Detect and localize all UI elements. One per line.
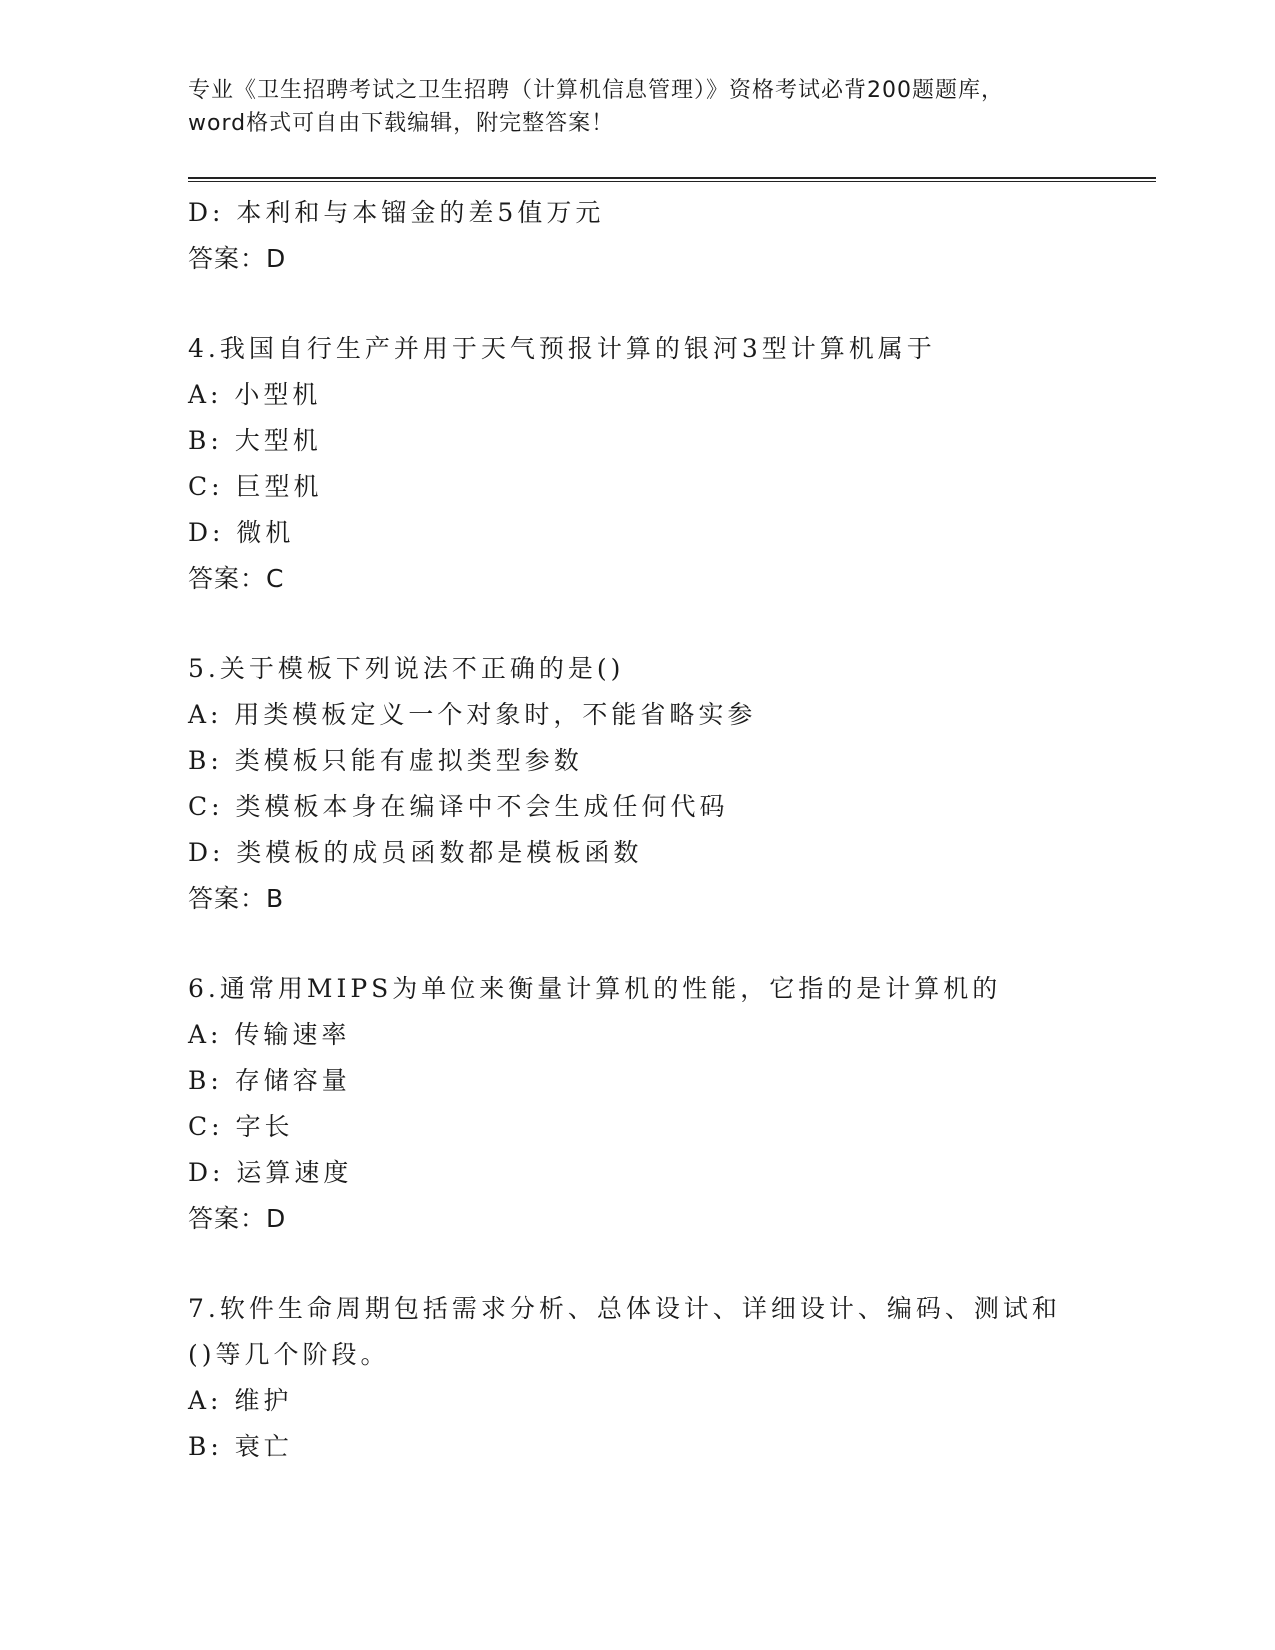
header-title-line-1: 专业《卫生招聘考试之卫生招聘（计算机信息管理）》资格考试必背200题题库， — [188, 78, 1004, 103]
option-a: A: 维护 — [188, 1386, 293, 1415]
question-5 — [188, 646, 1088, 922]
spacer — [188, 922, 1088, 966]
question-content — [188, 190, 1088, 1470]
header-title-line-2: word格式可自由下载编辑，附完整答案！ — [188, 111, 615, 136]
option-c: C: 巨型机 — [188, 472, 323, 501]
spacer — [188, 1242, 1088, 1286]
answer: 答案：C — [188, 564, 285, 593]
header-divider — [188, 177, 1156, 182]
answer: 答案：D — [188, 1204, 287, 1233]
option-b: B: 大型机 — [188, 426, 322, 455]
option-d: D: 类模板的成员函数都是模板函数 — [188, 838, 643, 867]
option-d: D: 微机 — [188, 518, 295, 547]
fragment-option-d: D: 本利和与本镏金的差5值万元 — [188, 198, 605, 227]
option-a: A: 小型机 — [188, 380, 322, 409]
option-b: B: 存储容量 — [188, 1066, 351, 1095]
question-stem: 5.关于模板下列说法不正确的是() — [188, 654, 625, 683]
option-b: B: 类模板只能有虚拟类型参数 — [188, 746, 583, 775]
option-a: A: 用类模板定义一个对象时，不能省略实参 — [188, 700, 757, 729]
question-7 — [188, 1286, 1088, 1470]
question-stem-line-1: 7.软件生命周期包括需求分析、总体设计、详细设计、编码、测试和 — [188, 1294, 1061, 1323]
option-c: C: 字长 — [188, 1112, 294, 1141]
fragment-answer: 答案：D — [188, 244, 287, 273]
question-stem: 4.我国自行生产并用于天气预报计算的银河3型计算机属于 — [188, 334, 936, 363]
spacer — [188, 602, 1088, 646]
question-stem: 6.通常用MIPS为单位来衡量计算机的性能，它指的是计算机的 — [188, 974, 1002, 1003]
question-4 — [188, 326, 1088, 602]
option-b: B: 衰亡 — [188, 1432, 293, 1461]
document-header — [188, 74, 1088, 140]
question-stem-line-2: ()等几个阶段。 — [188, 1340, 390, 1369]
question-6 — [188, 966, 1088, 1242]
spacer — [188, 282, 1088, 326]
option-d: D: 运算速度 — [188, 1158, 353, 1187]
answer: 答案：B — [188, 884, 285, 913]
option-a: A: 传输速率 — [188, 1020, 351, 1049]
option-c: C: 类模板本身在编译中不会生成任何代码 — [188, 792, 729, 821]
